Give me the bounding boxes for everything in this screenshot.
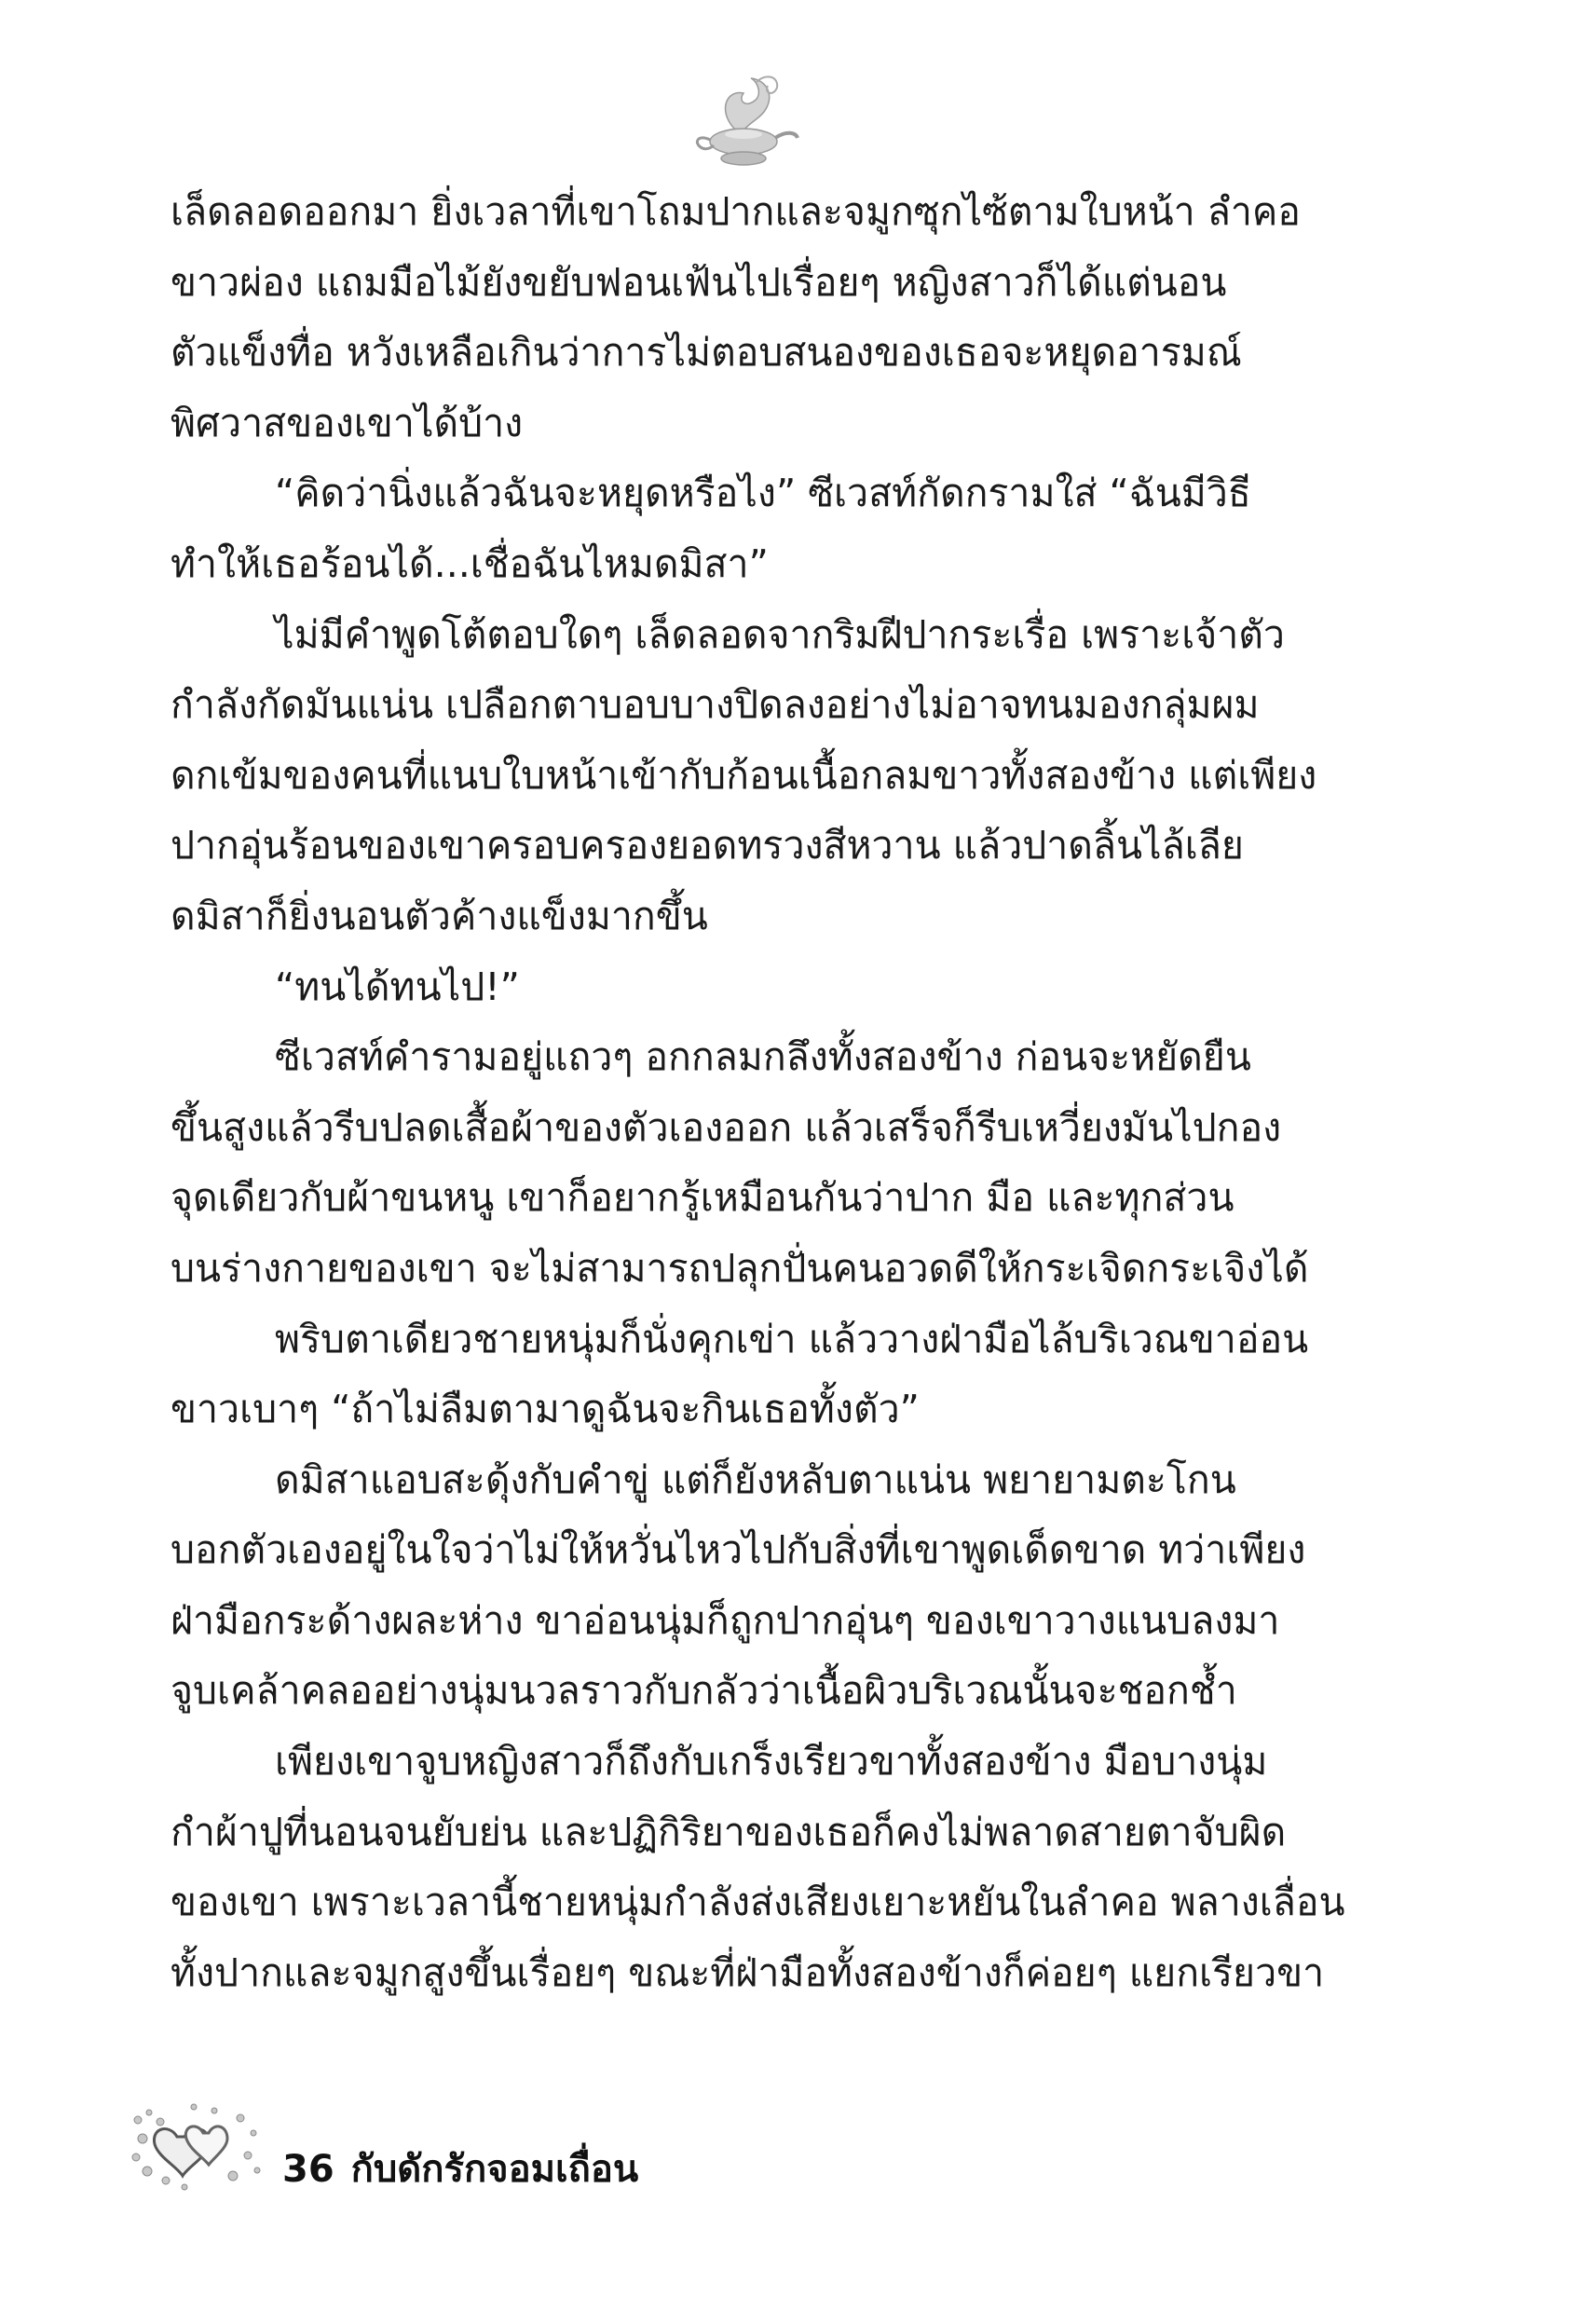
text-line: ตัวแข็งทื่อ หวังเหลือเกินว่าการไม่ตอบสนองของเธอจะหยุดอารมณ์	[171, 330, 1242, 376]
text-line: ขึ้นสูงแล้วรีบปลดเสื้อผ้าของตัวเองออก แล้วเสร็จก็รีบเหวี่ยงมันไปกอง	[171, 1104, 1282, 1150]
text-line: กำลังกัดมันแน่น เปลือกตาบอบบางปิดลงอย่างไม่อาจทนมองกลุ่มผม	[171, 682, 1260, 728]
body-text	[171, 177, 1414, 2008]
footer-label	[282, 2139, 638, 2198]
text-line: ปากอุ่นร้อนของเขาครอบครองยอดทรวงสีหวาน แล้วปาดลิ้นไล้เลีย	[171, 823, 1244, 868]
text-line: ซีเวสท์คำรามอยู่แถวๆ อกกลมกลึงทั้งสองข้าง ก่อนจะหยัดยืน	[275, 1034, 1251, 1080]
page-number: 36	[282, 2148, 334, 2191]
page-footer	[129, 2101, 781, 2204]
text-line: ของเขา เพราะเวลานี้ชายหนุ่มกำลังส่งเสียงเยาะหยันในลำคอ พลางเลื่อน	[171, 1880, 1345, 1925]
text-line: พริบตาเดียวชายหนุ่มก็นั่งคุกเข่า แล้ววางฝ่ามือไล้บริเวณขาอ่อน	[275, 1316, 1309, 1361]
book-title: กับดักรักจอมเถื่อน	[350, 2148, 639, 2191]
hearts-ornament-icon	[129, 2101, 264, 2195]
text-line: บนร่างกายของเขา จะไม่สามารถปลุกปั่นคนอวดดีให้กระเจิดกระเจิงได้	[171, 1245, 1309, 1291]
text-line: เพียงเขาจูบหญิงสาวก็ถึงกับเกร็งเรียวขาทั้งสองข้าง มือบางนุ่ม	[275, 1739, 1268, 1785]
text-line: บอกตัวเองอยู่ในใจว่าไม่ให้หวั่นไหวไปกับสิ่งที่เขาพูดเด็ดขาด ทว่าเพียง	[171, 1527, 1306, 1573]
text-line: ขาวเบาๆ “ถ้าไม่ลืมตามาดูฉันจะกินเธอทั้งตัว”	[171, 1387, 920, 1432]
text-line: ทำให้เธอร้อนได้...เชื่อฉันไหมดมิสา”	[171, 540, 769, 586]
text-line: เล็ดลอดออกมา ยิ่งเวลาที่เขาโถมปากและจมูกซุกไซ้ตามใบหน้า ลำคอ	[171, 189, 1301, 234]
text-line: จูบเคล้าคลออย่างนุ่มนวลราวกับกลัวว่าเนื้อผิวบริเวณนั้นจะชอกช้ำ	[171, 1668, 1237, 1714]
text-line: กำผ้าปูที่นอนจนยับย่น และปฏิกิริยาของเธอก็คงไม่พลาดสายตาจับผิด	[171, 1809, 1287, 1854]
header-lamp-ornament-icon	[689, 73, 801, 175]
text-line: ดมิสาก็ยิ่งนอนตัวค้างแข็งมากขึ้น	[171, 893, 708, 938]
text-line: ดกเข้มของคนที่แนบใบหน้าเข้ากับก้อนเนื้อกลมขาวทั้งสองข้าง แต่เพียง	[171, 752, 1317, 798]
text-line: ขาวผ่อง แถมมือไม้ยังขยับฟอนเฟ้นไปเรื่อยๆ หญิงสาวก็ได้แต่นอน	[171, 259, 1227, 305]
text-line: “ทนได้ทนไป!”	[275, 964, 520, 1009]
text-line: ทั้งปากและจมูกสูงขึ้นเรื่อยๆ ขณะที่ฝ่ามือทั้งสองข้างก็ค่อยๆ แยกเรียวขา	[171, 1949, 1325, 1995]
text-line: จุดเดียวกับผ้าขนหนู เขาก็อยากรู้เหมือนกันว่าปาก มือ และทุกส่วน	[171, 1175, 1235, 1221]
text-line: พิศวาสของเขาได้บ้าง	[171, 400, 524, 445]
text-line: ไม่มีคำพูดโต้ตอบใดๆ เล็ดลอดจากริมฝีปากระเรื่อ เพราะเจ้าตัว	[275, 611, 1285, 657]
text-line: ฝ่ามือกระด้างผละห่าง ขาอ่อนนุ่มก็ถูกปากอุ่นๆ ของเขาวางแนบลงมา	[171, 1597, 1280, 1643]
text-line: “คิดว่านิ่งแล้วฉันจะหยุดหรือไง” ซีเวสท์กัดกรามใส่ “ฉันมีวิธี	[275, 471, 1251, 516]
text-line: ดมิสาแอบสะดุ้งกับคำขู่ แต่ก็ยังหลับตาแน่น พยายามตะโกน	[275, 1456, 1236, 1502]
